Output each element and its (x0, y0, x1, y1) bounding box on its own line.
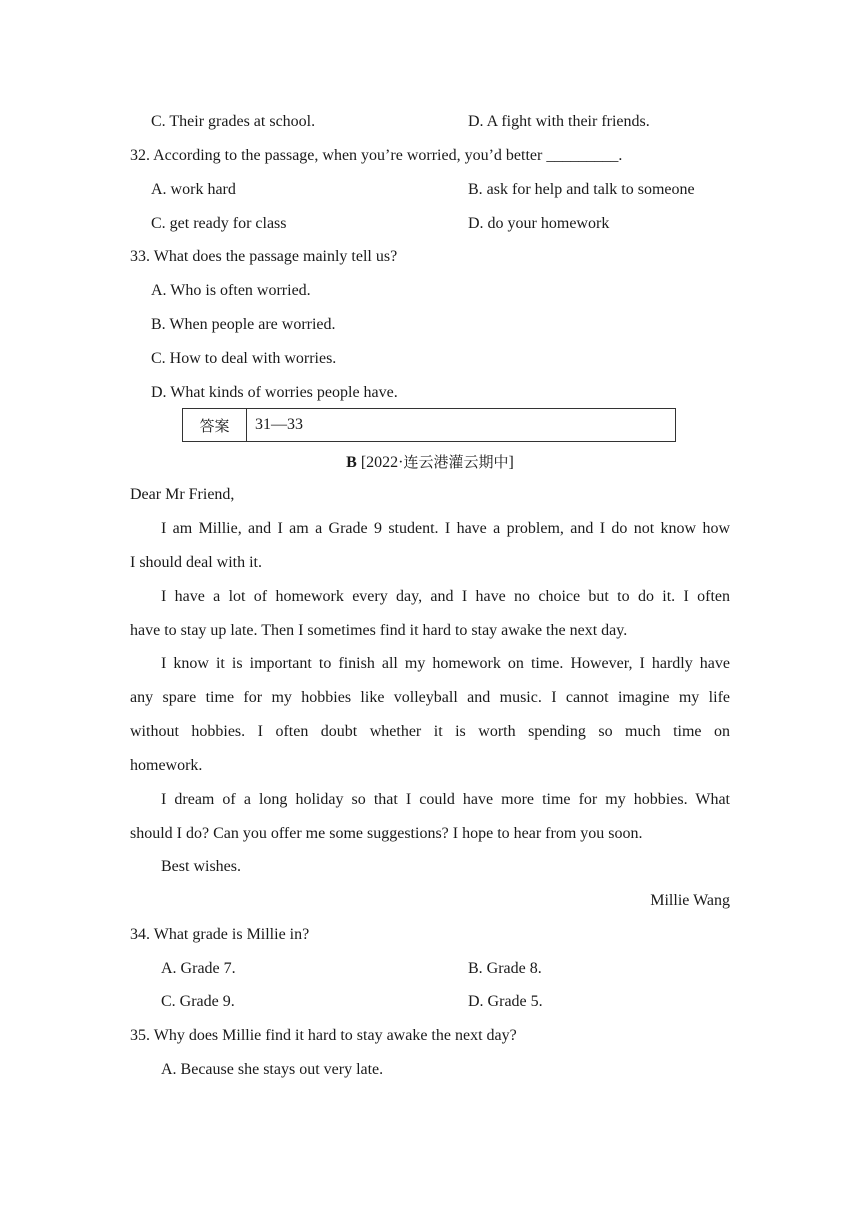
q31-option-d: D. A fight with their friends. (468, 113, 650, 130)
q33-option-b: B. When people are worried. (151, 316, 336, 333)
q34-option-d: D. Grade 5. (468, 993, 543, 1010)
q34-option-c: C. Grade 9. (161, 993, 235, 1010)
letter-p3-line2: any spare time for my hobbies like volleyball and music. I cannot imagine my life (130, 689, 730, 706)
answer-label: 答案 (183, 409, 247, 441)
q32-option-d: D. do your homework (468, 215, 610, 232)
q32-option-b: B. ask for help and talk to someone (468, 181, 695, 198)
q33-option-c: C. How to deal with worries. (151, 350, 337, 367)
letter-p3-line4: homework. (130, 757, 203, 774)
letter-signature: Millie Wang (650, 892, 730, 909)
letter-p4-line2: should I do? Can you offer me some suggestions? I hope to hear from you soon. (130, 825, 643, 842)
answer-range: 31—33 (255, 416, 303, 433)
q35-stem: 35. Why does Millie find it hard to stay awake the next day? (130, 1027, 517, 1044)
letter-salutation: Dear Mr Friend, (130, 486, 235, 503)
letter-p1-line1: I am Millie, and I am a Grade 9 student. I have a problem, and I do not know how (161, 520, 730, 537)
letter-closing: Best wishes. (161, 858, 241, 875)
q34-stem: 34. What grade is Millie in? (130, 926, 310, 943)
letter-p2-line1: I have a lot of homework every day, and I have no choice but to do it. I often (161, 588, 730, 605)
section-heading (0, 452, 860, 473)
q34-option-a: A. Grade 7. (161, 960, 236, 977)
letter-p3-line1: I know it is important to finish all my homework on time. However, I hardly have (161, 655, 730, 672)
q32-option-a: A. work hard (151, 181, 236, 198)
q34-option-b: B. Grade 8. (468, 960, 542, 977)
q35-option-a: A. Because she stays out very late. (161, 1061, 384, 1078)
letter-p2-line2: have to stay up late. Then I sometimes find it hard to stay awake the next day. (130, 622, 628, 639)
q31-option-c: C. Their grades at school. (151, 113, 316, 130)
q33-option-a: A. Who is often worried. (151, 282, 311, 299)
q32-stem: 32. According to the passage, when you’re worried, you’d better _________. (130, 147, 623, 164)
section-source-place: 连云港灌云期中 (403, 453, 509, 471)
section-source-close: ] (508, 454, 514, 471)
section-source-open: [2022· (356, 454, 404, 471)
letter-p1-line2: I should deal with it. (130, 554, 262, 571)
answer-box (182, 408, 676, 442)
q33-option-d: D. What kinds of worries people have. (151, 384, 398, 401)
letter-p4-line1: I dream of a long holiday so that I could have more time for my hobbies. What (161, 791, 730, 808)
letter-p3-line3: without hobbies. I often doubt whether it is worth spending so much time on (130, 723, 730, 740)
q32-option-c: C. get ready for class (151, 215, 287, 232)
q33-stem: 33. What does the passage mainly tell us? (130, 248, 398, 265)
section-letter: B (346, 454, 357, 471)
